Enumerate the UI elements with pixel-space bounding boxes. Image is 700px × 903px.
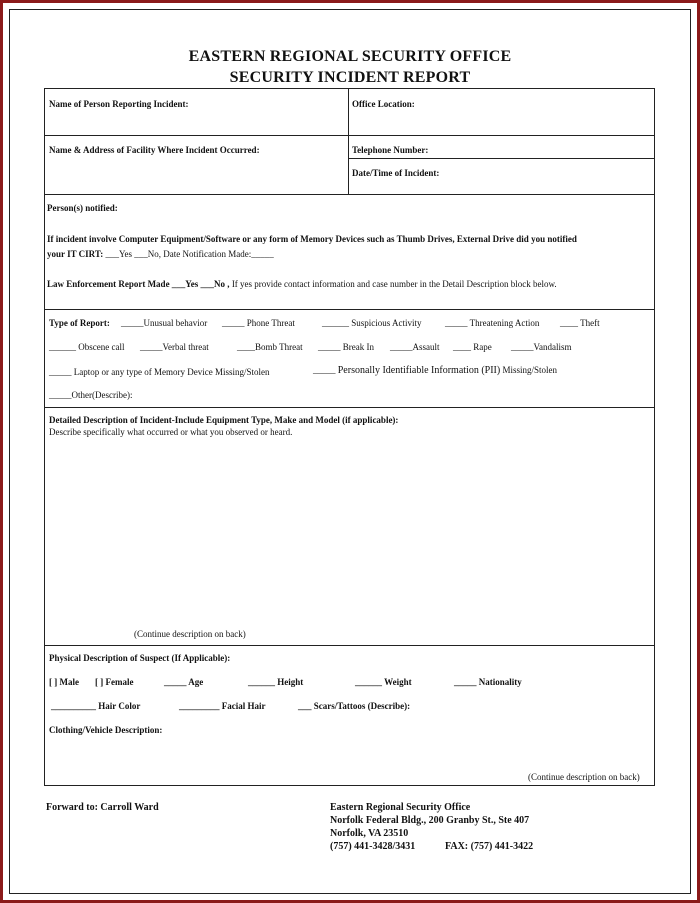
suspect-weight-field[interactable]: ______ Weight xyxy=(355,677,412,687)
suspect-title: Physical Description of Suspect (If Applicable): xyxy=(49,653,231,663)
row-divider xyxy=(45,309,654,310)
row-divider xyxy=(348,158,654,159)
description-subtitle: Describe specifically what occurred or what you observed or heard. xyxy=(49,427,293,437)
forward-to: Forward to: Carroll Ward xyxy=(46,802,159,813)
clothing-vehicle-field[interactable]: Clothing/Vehicle Description: xyxy=(49,725,163,735)
law-enforcement-label: Law Enforcement Report Made ___Yes ___No , xyxy=(47,279,230,289)
suspect-male-checkbox[interactable]: [ ] Male xyxy=(49,677,79,687)
description-area[interactable] xyxy=(47,441,652,631)
reporter-name-field[interactable]: Name of Person Reporting Incident: xyxy=(49,99,189,109)
law-enforcement-note: If yes provide contact information and case number in the Detail Description block below. xyxy=(229,279,557,289)
report-type-label: Type of Report: xyxy=(49,318,110,328)
report-option-bomb-threat[interactable]: ____Bomb Threat xyxy=(237,342,303,352)
suspect-age-field[interactable]: _____ Age xyxy=(164,677,204,687)
report-option-break-in[interactable]: _____ Break In xyxy=(318,342,374,352)
suspect-hair-color-field[interactable]: __________ Hair Color xyxy=(51,701,141,711)
office-title: EASTERN REGIONAL SECURITY OFFICE xyxy=(188,48,512,65)
suspect-nationality-field[interactable]: _____ Nationality xyxy=(454,677,522,687)
report-option-laptop-missing[interactable]: _____ Laptop or any type of Memory Device Missing/Stolen xyxy=(49,367,270,377)
footer-address-line1: Norfolk Federal Bldg., 200 Granby St., Ste 407 xyxy=(330,815,530,826)
report-option-unusual-behavior[interactable]: _____Unusual behavior xyxy=(121,318,208,328)
report-option-phone-threat[interactable]: _____ Phone Threat xyxy=(222,318,295,328)
office-location-field[interactable]: Office Location: xyxy=(352,99,415,109)
suspect-facial-hair-field[interactable]: _________ Facial Hair xyxy=(179,701,266,711)
datetime-field[interactable]: Date/Time of Incident: xyxy=(352,168,440,178)
description-continue-note: (Continue description on back) xyxy=(134,629,246,639)
report-option-rape[interactable]: ____ Rape xyxy=(453,342,492,352)
report-option-pii-missing[interactable] xyxy=(313,365,557,376)
persons-notified-field[interactable]: Person(s) notified: xyxy=(47,203,118,213)
report-option-obscene-call[interactable]: ______ Obscene call xyxy=(49,342,125,352)
suspect-continue-note: (Continue description on back) xyxy=(528,772,640,782)
report-option-other[interactable]: _____Other(Describe): xyxy=(49,390,133,400)
clothing-vehicle-area[interactable] xyxy=(47,739,652,769)
facility-address-field[interactable]: Name & Address of Facility Where Incident Occurred: xyxy=(49,145,260,155)
report-option-assault[interactable]: _____Assault xyxy=(390,342,440,352)
pii-blank: _____ xyxy=(313,365,336,375)
suspect-scars-field[interactable]: ___ Scars/Tattoos (Describe): xyxy=(298,701,411,711)
footer-phone: (757) 441-3428/3431 xyxy=(330,841,416,852)
report-option-verbal-threat[interactable]: _____Verbal threat xyxy=(140,342,209,352)
column-divider xyxy=(348,89,349,194)
it-question-line2[interactable] xyxy=(47,249,274,260)
law-enforcement-line[interactable] xyxy=(47,279,557,290)
footer-fax: FAX: (757) 441-3422 xyxy=(445,841,534,852)
pii-suffix: Missing/Stolen xyxy=(502,365,557,375)
report-option-suspicious-activity[interactable]: ______ Suspicious Activity xyxy=(322,318,422,328)
row-divider xyxy=(45,135,654,136)
row-divider xyxy=(45,194,654,195)
it-cirt-options: ___Yes ___No, Date Notification Made:_____ xyxy=(103,249,274,259)
suspect-female-checkbox[interactable]: [ ] Female xyxy=(95,677,134,687)
telephone-field[interactable]: Telephone Number: xyxy=(352,145,429,155)
it-cirt-label: your IT CIRT: xyxy=(47,249,104,259)
suspect-height-field[interactable]: ______ Height xyxy=(248,677,304,687)
footer-org: Eastern Regional Security Office xyxy=(330,802,471,813)
it-question-line1: If incident involve Computer Equipment/Software or any form of Memory Devices such as Thumb Drives, External Drive did you notified xyxy=(47,234,577,244)
report-title: SECURITY INCIDENT REPORT xyxy=(229,69,471,86)
row-divider xyxy=(45,645,654,646)
footer-address-line2: Norfolk, VA 23510 xyxy=(330,828,409,839)
description-title: Detailed Description of Incident-Include Equipment Type, Make and Model (if applicable): xyxy=(49,415,399,425)
row-divider xyxy=(45,407,654,408)
report-option-vandalism[interactable]: _____Vandalism xyxy=(511,342,572,352)
report-option-threatening-action[interactable]: _____ Threatening Action xyxy=(445,318,540,328)
pii-label: Personally Identifiable Information (PII) xyxy=(337,365,501,376)
report-option-theft[interactable]: ____ Theft xyxy=(560,318,600,328)
incident-form xyxy=(44,88,655,786)
